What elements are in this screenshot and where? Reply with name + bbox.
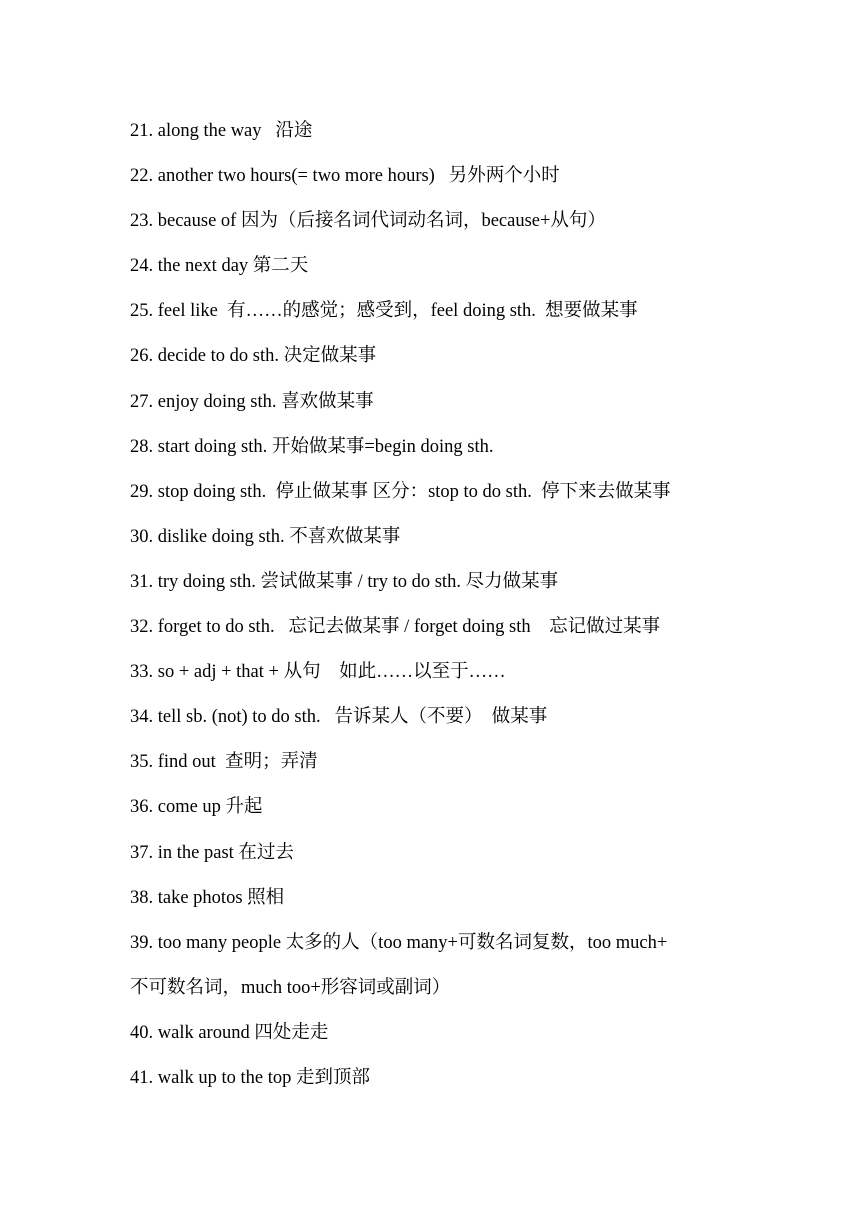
phrase-line-29: 29. stop doing sth. 停止做某事 区分：stop to do sth. 停下来去做某事: [130, 481, 671, 502]
phrase-line-24: 24. the next day 第二天: [130, 256, 309, 277]
phrase-line-26: 26. decide to do sth. 决定做某事: [130, 346, 377, 367]
phrase-line-28: 28. start doing sth. 开始做某事=begin doing sth.: [130, 436, 494, 457]
phrase-line-41: 41. walk up to the top 走到顶部: [130, 1067, 370, 1088]
phrase-line-25: 25. feel like 有……的感觉；感受到，feel doing sth. 想要做某事: [130, 301, 638, 322]
phrase-line-33: 33. so + adj + that + 从句 如此……以至于……: [130, 662, 506, 683]
phrase-line-40: 40. walk around 四处走走: [130, 1022, 329, 1043]
phrase-line-39-continued: 不可数名词，much too+形容词或副词）: [130, 977, 451, 998]
phrase-list: [130, 114, 730, 1106]
phrase-line-23: 23. because of 因为（后接名词代词动名词，because+从句）: [130, 211, 606, 232]
phrase-line-30: 30. dislike doing sth. 不喜欢做某事: [130, 526, 401, 547]
phrase-line-21: 21. along the way 沿途: [130, 121, 313, 141]
phrase-line-34: 34. tell sb. (not) to do sth. 告诉某人（不要） 做某事: [130, 707, 548, 728]
phrase-line-22: 22. another two hours(= two more hours) 另外两个小时: [130, 166, 560, 187]
phrase-line-27: 27. enjoy doing sth. 喜欢做某事: [130, 391, 374, 412]
phrase-line-35: 35. find out 查明；弄清: [130, 752, 318, 773]
phrase-line-31: 31. try doing sth. 尝试做某事 / try to do sth. 尽力做某事: [130, 571, 559, 592]
phrase-line-37: 37. in the past 在过去: [130, 842, 294, 863]
phrase-line-38: 38. take photos 照相: [130, 887, 285, 908]
phrase-line-39: 39. too many people 太多的人（too many+可数名词复数，too much+: [130, 932, 668, 953]
phrase-line-36: 36. come up 升起: [130, 797, 263, 818]
phrase-line-32: 32. forget to do sth. 忘记去做某事 / forget doing sth 忘记做过某事: [130, 617, 661, 638]
